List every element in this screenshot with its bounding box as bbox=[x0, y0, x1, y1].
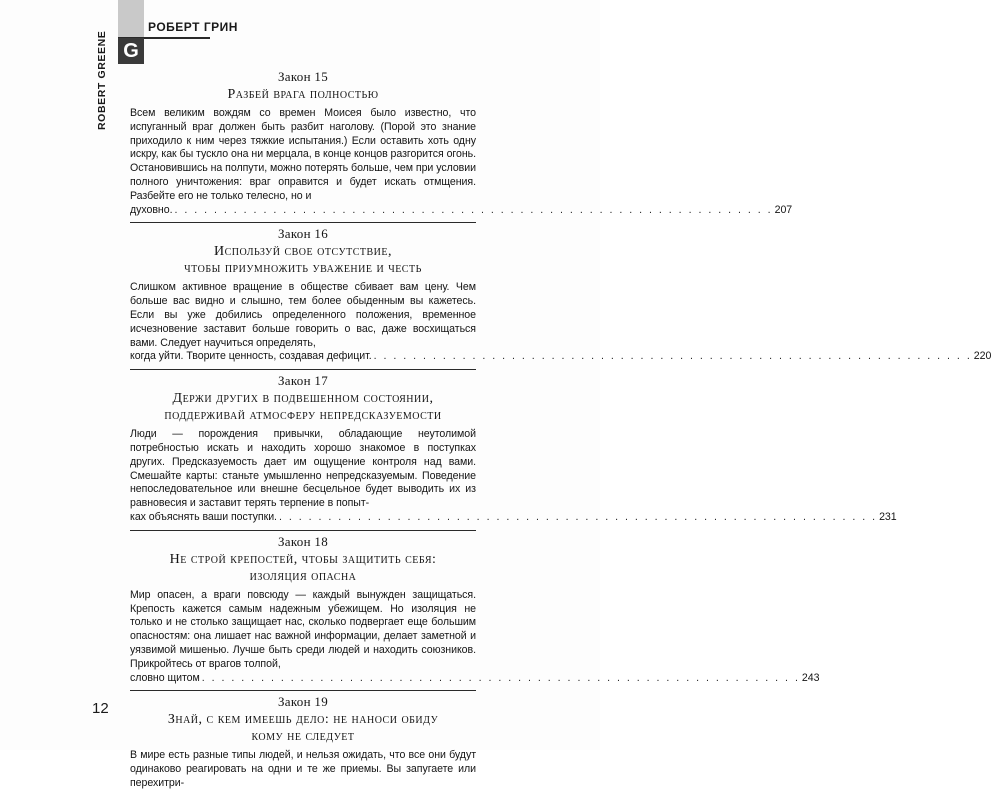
law-description: В мире есть разные типы людей, и нельзя ожидать, что все они будут одинаково реагировать на одни и те же приемы. Вы запугаете или перехитри- bbox=[130, 749, 476, 789]
law-divider bbox=[130, 530, 476, 531]
logo-g-icon: G bbox=[123, 40, 139, 62]
law-title bbox=[130, 390, 476, 424]
law-divider bbox=[130, 222, 476, 223]
leader-dots: . . . . . . . . . . . . . . . . . . . . . . . . . . . . . . . . . . . . . . . . . . . . . . . . . . . . . . . . . . . . . bbox=[174, 203, 773, 216]
running-header-author: РОБЕРТ ГРИН bbox=[148, 20, 238, 34]
law-description: Слишком активное вращение в обществе сбивает вам цену. Чем больше вас видно и слышно, тем более обыденным вы кажетесь. Если вы уже добились определенного положения, временное исчезновение заставит больше говорить о вас, даже восхищаться вами. Следует научиться определять, bbox=[130, 281, 476, 349]
law-title-line: Не строй крепостей, чтобы защитить себя: bbox=[169, 551, 437, 567]
law-title-line: кому не следует bbox=[251, 729, 355, 745]
law-title-line: Используй свое отсутствие, bbox=[214, 244, 392, 260]
law-title-line: изоляция опасна bbox=[249, 568, 357, 584]
law-description: Люди — порождения привычки, обладающие неутолимой потребностью искать и находить хорошо знакомое в поступках других. Предсказуемость дает им ощущение контроля над вами. Смешайте карты: станьте умышленно непредсказуемым. Поведение непоследовательное или внешне бесцельное будет выводить их из равновесия и заставит терять терпение в попыт- bbox=[130, 428, 476, 510]
law-entry bbox=[130, 373, 897, 531]
law-divider bbox=[130, 369, 476, 370]
leader-dots: . . . . . . . . . . . . . . . . . . . . . . . . . . . . . . . . . . . . . . . . . . . . . . . . . . . . . . . . . . . . . bbox=[201, 671, 800, 684]
law-description: Мир опасен, а враги повсюду — каждый вынужден защищаться. Крепость кажется самым надежным убежищем. Но изоляция не только и не столько защищает нас, сколько подвергает еще большим опасностям: она лишает нас важной информации, делает заметной и уязвимой мишенью. Лучше быть среди людей и находить союзников. Прикройтесь от врагов толпой, bbox=[130, 588, 476, 670]
law-last-line: ках объяснять ваши поступки. bbox=[130, 510, 277, 523]
page-number: 12 bbox=[92, 700, 109, 717]
law-title-line: Знай, с кем имеешь дело: не наноси обиду bbox=[167, 712, 439, 728]
law-title bbox=[130, 86, 476, 103]
law-entry bbox=[130, 69, 793, 223]
law-title bbox=[130, 243, 476, 277]
law-number: Закон 15 bbox=[277, 69, 329, 84]
laws-list bbox=[130, 66, 991, 791]
side-running-title: ROBERT GREENE bbox=[96, 30, 108, 130]
law-title-line: поддерживай атмосферу непредсказуемости bbox=[164, 408, 442, 424]
law-last-line: духовно. bbox=[130, 203, 173, 216]
law-number: Закон 18 bbox=[277, 533, 329, 549]
law-last-line: когда уйти. Творите ценность, создавая дефицит. bbox=[130, 350, 372, 363]
law-page-ref bbox=[130, 350, 991, 364]
law-page-number: 220 bbox=[973, 350, 991, 363]
law-last-line: словно щитом bbox=[130, 671, 200, 684]
law-page-number: 207 bbox=[774, 203, 793, 216]
leader-dots: . . . . . . . . . . . . . . . . . . . . . . . . . . . . . . . . . . . . . . . . . . . . . . . . . . . . . . . . . . . . . bbox=[373, 350, 972, 363]
law-page-number: 243 bbox=[801, 671, 820, 684]
law-number: Закон 19 bbox=[277, 694, 329, 710]
law-title bbox=[130, 551, 476, 585]
law-title-line: Разбей врага полностью bbox=[227, 87, 379, 102]
law-entry bbox=[130, 533, 820, 692]
law-page-ref bbox=[130, 671, 820, 686]
law-title-line: Держи других в подвешенном состоянии, bbox=[172, 391, 434, 407]
law-page-ref bbox=[130, 510, 897, 525]
law-title-line: чтобы приумножить уважение и честь bbox=[184, 261, 422, 277]
law-page-ref bbox=[130, 203, 793, 218]
law-entry bbox=[130, 694, 476, 790]
law-number: Закон 17 bbox=[277, 373, 329, 389]
leader-dots: . . . . . . . . . . . . . . . . . . . . . . . . . . . . . . . . . . . . . . . . . . . . . . . . . . . . . . . . . . . . . bbox=[278, 510, 878, 523]
law-title bbox=[130, 711, 476, 745]
law-description: Всем великим вождям со времен Моисея было известно, что испуганный враг должен быть разбит наголову. (Порой это знание приходило к ним через тяжкие испытания.) Если оставить хоть одну искру, как бы тускло она ни мерцала, в конце концов разгорится огонь. Остановившись на полпути, можно потерять больше, чем при условии полного уничтожения: враг оправится и будет искать отмщения. Разбейте его не только телесно, но и bbox=[130, 107, 476, 202]
law-number: Закон 16 bbox=[277, 226, 329, 242]
header-bar-light bbox=[118, 0, 144, 38]
law-divider bbox=[130, 690, 476, 691]
law-entry bbox=[130, 226, 991, 370]
law-page-number: 231 bbox=[879, 510, 897, 523]
